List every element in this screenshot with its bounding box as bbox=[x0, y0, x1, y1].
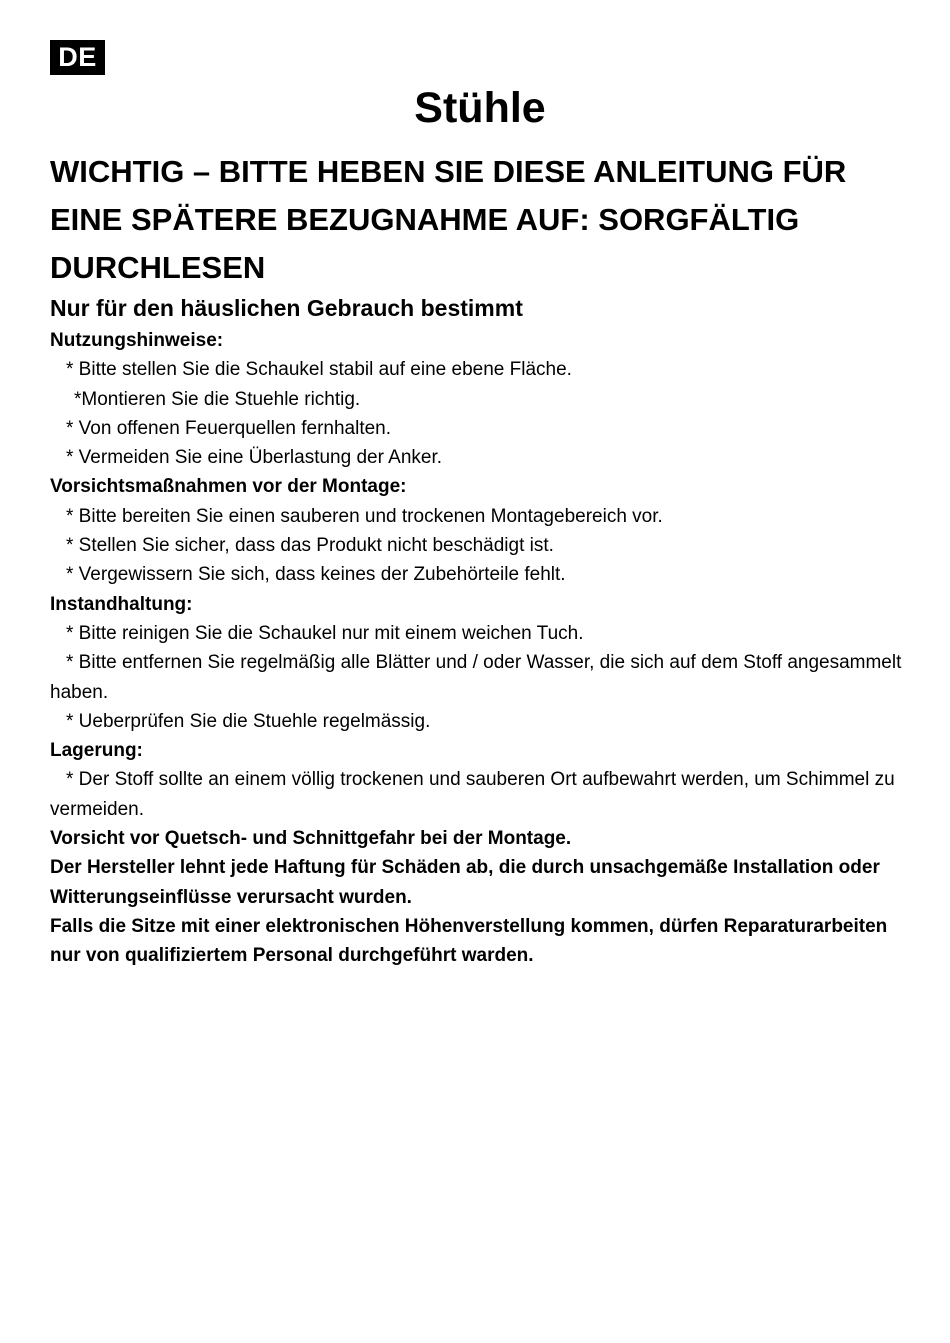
precautions-item: * Stellen Sie sicher, dass das Produkt nicht beschädigt ist. bbox=[66, 535, 554, 557]
precautions-item: * Bitte bereiten Sie einen sauberen und trockenen Montagebereich vor. bbox=[66, 505, 663, 527]
maintenance-item: * Bitte reinigen Sie die Schaukel nur mit einem weichen Tuch. bbox=[66, 622, 584, 644]
usage-item: * Vermeiden Sie eine Überlastung der Anker. bbox=[66, 447, 443, 469]
usage-item: * Von offenen Feuerquellen fernhalten. bbox=[66, 417, 392, 439]
maintenance-heading: Instandhaltung: bbox=[50, 593, 193, 615]
important-warning: WICHTIG – BITTE HEBEN SIE DIESE ANLEITUNG FÜR EINE SPÄTERE BEZUGNAHME AUF: SORGFÄLTIG DURCHLESEN bbox=[50, 154, 847, 285]
usage-item: *Montieren Sie die Stuehle richtig. bbox=[74, 388, 361, 410]
precautions-item: * Vergewissern Sie sich, dass keines der Zubehörteile fehlt. bbox=[66, 564, 566, 586]
storage-item: * Der Stoff sollte an einem völlig trockenen und sauberen Ort aufbewahrt werden, um Schimmel zu vermeiden. bbox=[50, 769, 895, 820]
precautions-heading: Vorsichtsmaßnahmen vor der Montage: bbox=[50, 476, 407, 498]
maintenance-item: * Ueberprüfen Sie die Stuehle regelmässig. bbox=[66, 710, 431, 732]
maintenance-item: * Bitte entfernen Sie regelmäßig alle Blätter und / oder Wasser, die sich auf dem Stoff angesammelt haben. bbox=[50, 652, 902, 703]
pinch-cut-notice: Vorsicht vor Quetsch- und Schnittgefahr bei der Montage. bbox=[50, 828, 572, 850]
usage-heading: Nutzungshinweise: bbox=[50, 330, 224, 351]
liability-notice: Der Hersteller lehnt jede Haftung für Schäden ab, die durch unsachgemäße Installation oder Witterungseinflüsse verursacht wurden. bbox=[50, 857, 880, 908]
instructions-body bbox=[50, 326, 920, 971]
storage-heading: Lagerung: bbox=[50, 740, 143, 762]
usage-item: * Bitte stellen Sie die Schaukel stabil auf eine ebene Fläche. bbox=[66, 359, 572, 381]
page-title: Stühle bbox=[414, 84, 546, 132]
household-use-subtitle: Nur für den häuslichen Gebrauch bestimmt bbox=[50, 295, 523, 321]
repair-notice: Falls die Sitze mit einer elektronischen Höhenverstellung kommen, dürfen Reparaturarbeiten nur von qualifiziertem Personal durchgeführt warden. bbox=[50, 915, 888, 967]
language-badge: DE bbox=[50, 40, 105, 75]
